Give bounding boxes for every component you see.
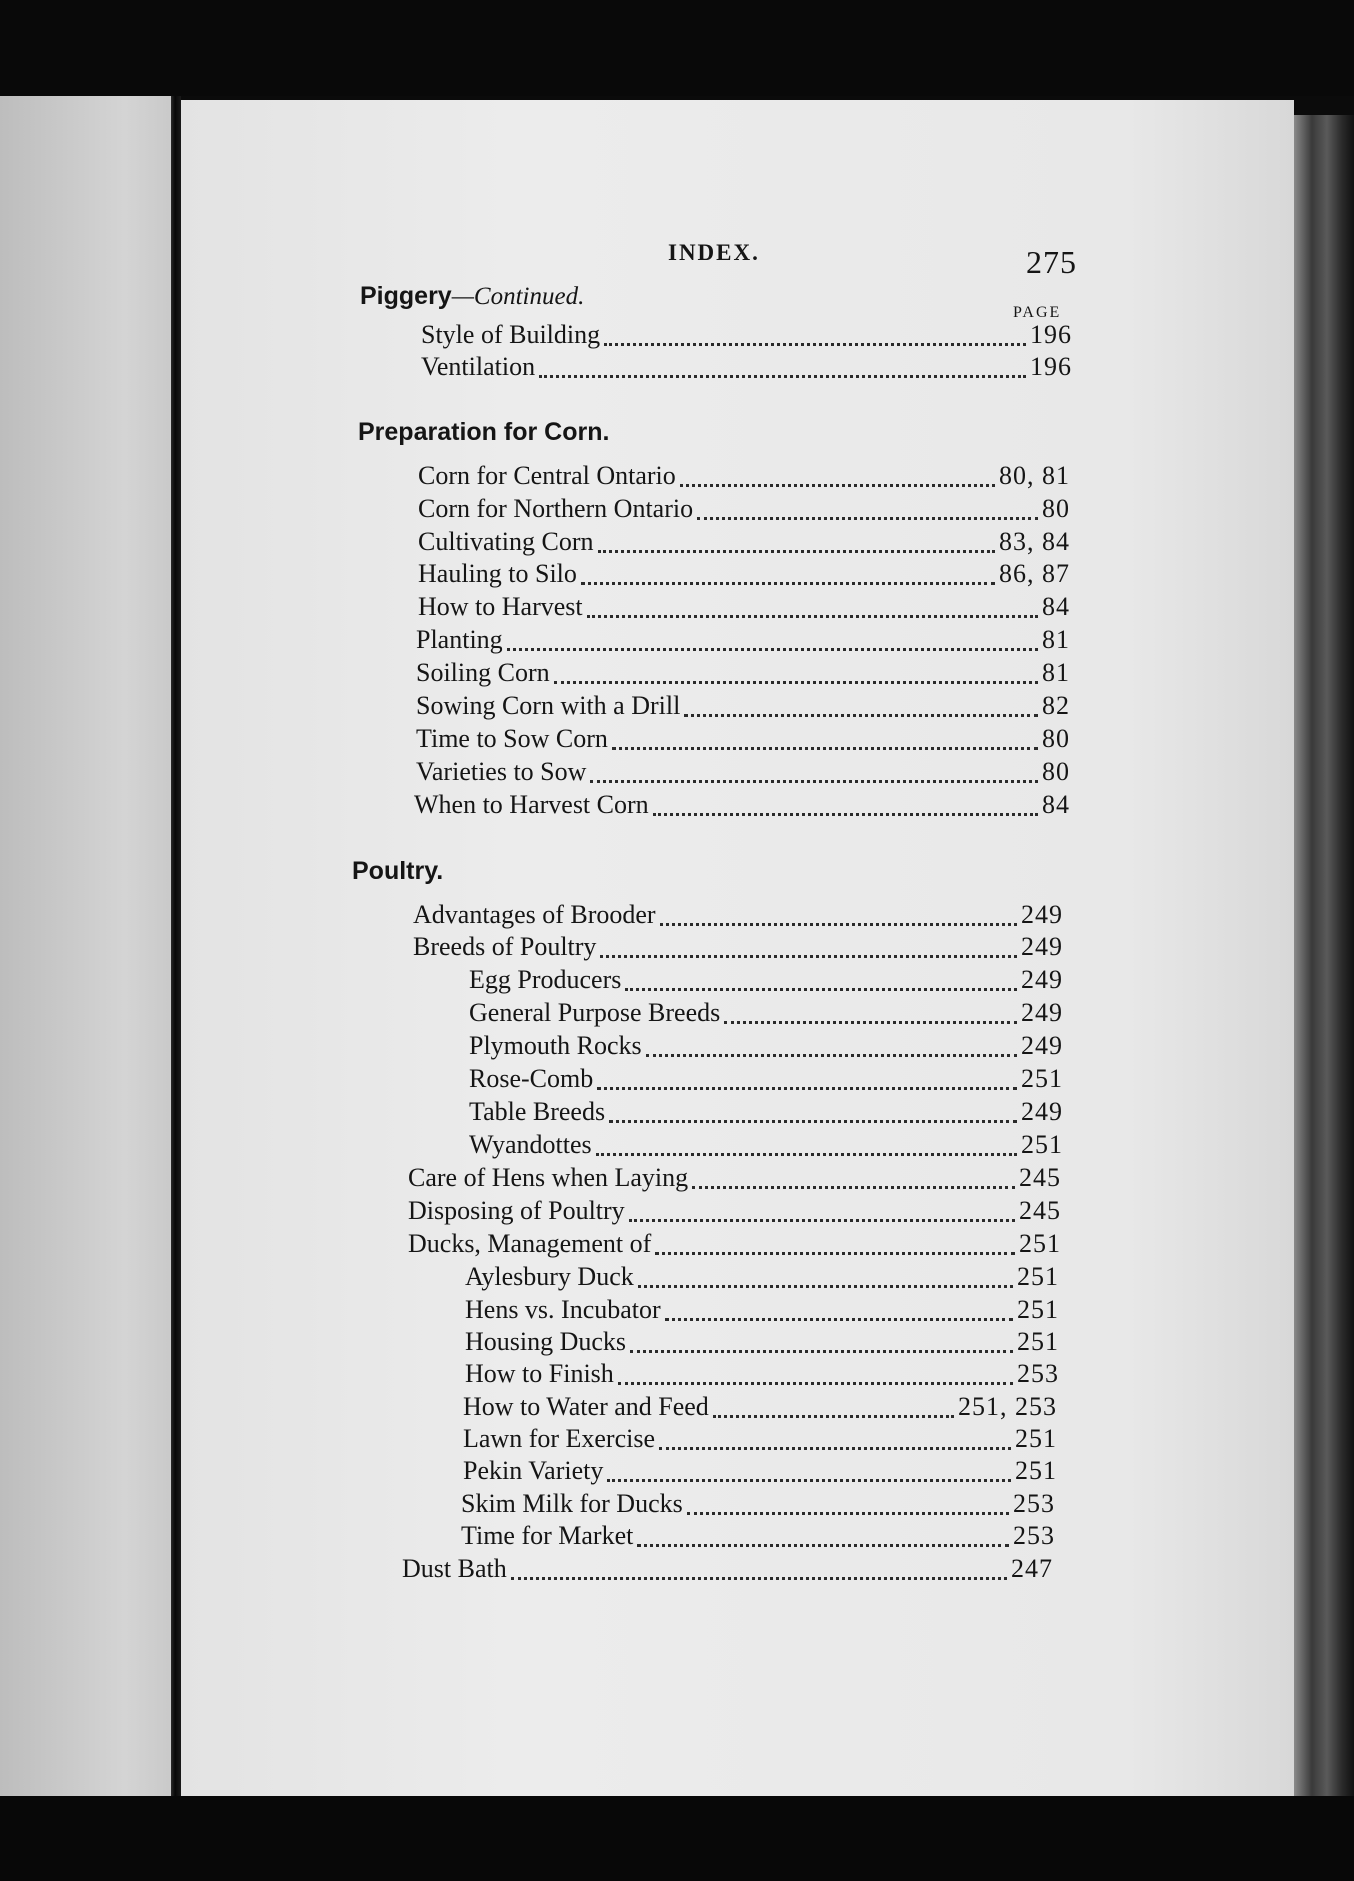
index-entry: Style of Building 196 xyxy=(421,320,1072,349)
index-entry: Ducks, Management of 251 xyxy=(408,1229,1061,1258)
index-entry: Planting 81 xyxy=(416,625,1070,654)
index-entry: Care of Hens when Laying 245 xyxy=(408,1163,1061,1192)
index-entry: Skim Milk for Ducks 253 xyxy=(461,1489,1055,1518)
page-number: 275 xyxy=(1026,244,1077,280)
index-entry: Lawn for Exercise 251 xyxy=(463,1424,1057,1453)
index-entry: General Purpose Breeds 249 xyxy=(469,998,1063,1027)
section-title: Piggery xyxy=(360,282,452,310)
index-entry: Cultivating Corn 83, 84 xyxy=(418,527,1070,556)
index-entry: Ventilation 196 xyxy=(421,352,1072,381)
page-column-label: PAGE xyxy=(1013,304,1062,321)
continued-label: —Continued. xyxy=(451,283,585,310)
index-entry: Wyandottes 251 xyxy=(469,1130,1063,1159)
index-entry: Hauling to Silo 86, 87 xyxy=(418,559,1070,588)
index-entry: Varieties to Sow 80 xyxy=(416,757,1070,786)
index-entry: Hens vs. Incubator 251 xyxy=(465,1295,1059,1324)
index-entry: Corn for Central Ontario 80, 81 xyxy=(418,461,1070,490)
index-entry: Housing Ducks 251 xyxy=(465,1327,1059,1356)
index-entry: Corn for Northern Ontario 80 xyxy=(418,494,1070,523)
index-entry: How to Water and Feed 251, 253 xyxy=(463,1392,1057,1421)
index-entry: Sowing Corn with a Drill 82 xyxy=(416,691,1070,720)
index-entry: Time to Sow Corn 80 xyxy=(416,724,1070,753)
index-entry: Aylesbury Duck 251 xyxy=(465,1262,1059,1291)
index-entry: Table Breeds 249 xyxy=(469,1097,1063,1126)
running-head: INDEX. xyxy=(668,240,760,265)
index-entry: How to Harvest 84 xyxy=(418,592,1070,621)
index-entry: Pekin Variety 251 xyxy=(463,1456,1057,1485)
index-entry: Plymouth Rocks 249 xyxy=(469,1031,1063,1060)
index-entry: Soiling Corn 81 xyxy=(416,658,1070,687)
index-entry: Advantages of Brooder 249 xyxy=(413,900,1063,929)
index-entry: Disposing of Poultry 245 xyxy=(408,1196,1061,1225)
index-entry: When to Harvest Corn 84 xyxy=(414,790,1070,819)
section-heading xyxy=(360,282,584,311)
index-entry: Breeds of Poultry 249 xyxy=(413,932,1063,961)
index-entry: Time for Market 253 xyxy=(461,1521,1055,1550)
index-entry: Rose-Comb 251 xyxy=(469,1064,1063,1093)
section-heading: Preparation for Corn. xyxy=(358,418,610,446)
index-entry: How to Finish 253 xyxy=(465,1359,1059,1388)
index-entry: Dust Bath 247 xyxy=(402,1554,1053,1583)
index-entry: Egg Producers 249 xyxy=(469,965,1063,994)
section-heading: Poultry. xyxy=(352,857,444,885)
